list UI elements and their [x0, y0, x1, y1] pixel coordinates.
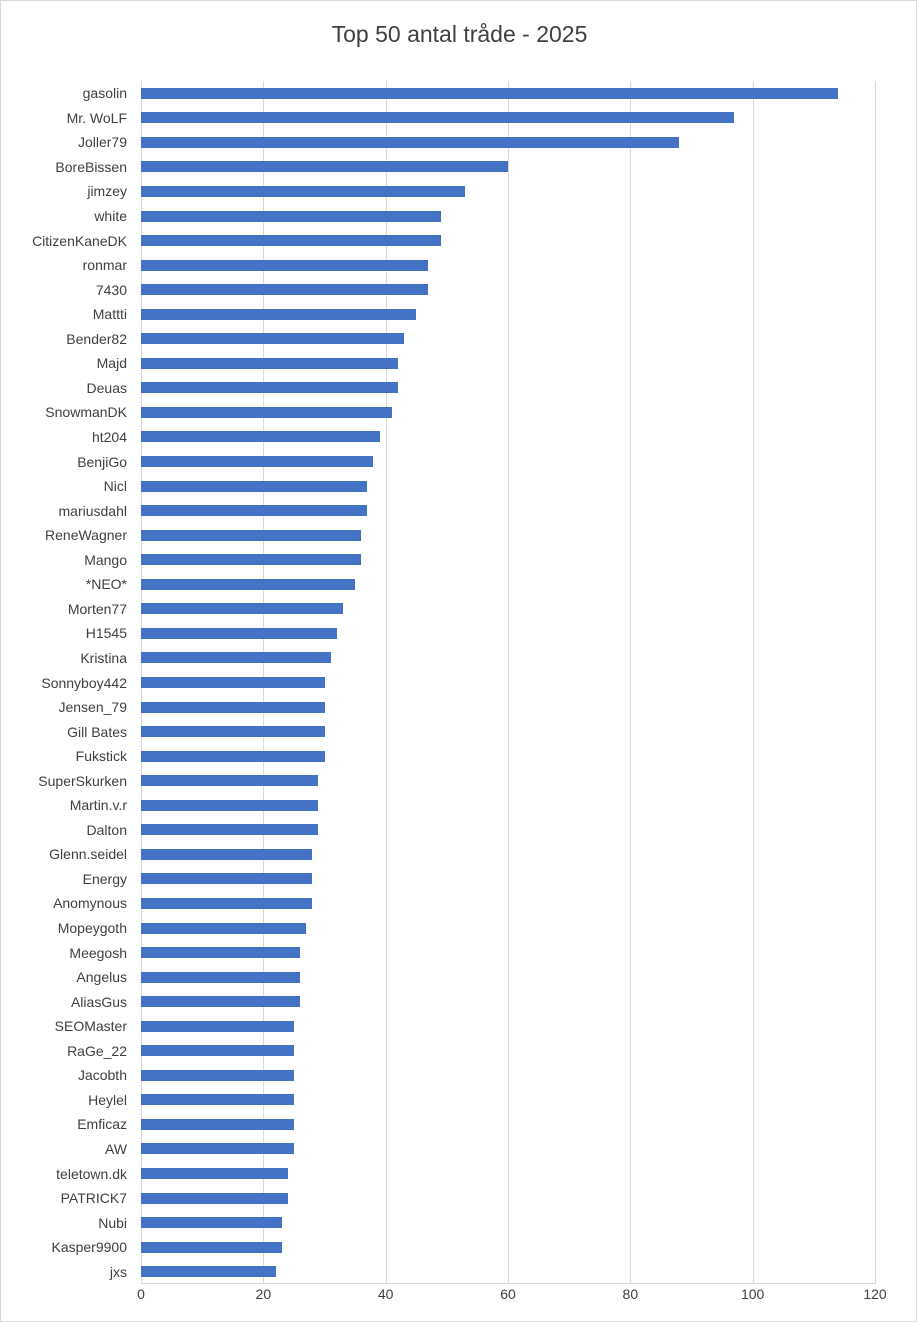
category-label: Nicl — [103, 478, 127, 495]
bar-row — [141, 1235, 875, 1260]
bar-row — [141, 1259, 875, 1284]
x-axis-tick-label: 20 — [255, 1286, 272, 1302]
category-label: Anomynous — [53, 895, 127, 912]
category-label: SuperSkurken — [38, 772, 127, 789]
bar-row — [141, 916, 875, 941]
category-label: Kristina — [80, 649, 127, 666]
bar — [141, 456, 373, 467]
bar-row — [141, 179, 875, 204]
category-label: teletown.dk — [56, 1165, 127, 1182]
category-label: 7430 — [95, 281, 127, 298]
category-label: AW — [104, 1140, 127, 1157]
x-gridline — [875, 81, 876, 1284]
bar-row — [141, 842, 875, 867]
category-label: Fukstick — [75, 748, 127, 765]
category-label: ReneWagner — [45, 527, 127, 544]
category-label: Deuas — [86, 379, 127, 396]
bar-row — [141, 351, 875, 376]
category-label: Mattti — [92, 306, 127, 323]
bar — [141, 431, 380, 442]
bar — [141, 1168, 288, 1179]
chart-title: Top 50 antal tråde - 2025 — [331, 21, 588, 47]
bar — [141, 407, 392, 418]
bar — [141, 1193, 288, 1204]
bar-row — [141, 155, 875, 180]
bar — [141, 947, 300, 958]
bar-row — [141, 253, 875, 278]
x-axis-tick-label: 40 — [377, 1286, 394, 1302]
bar-row — [141, 228, 875, 253]
bar — [141, 603, 343, 614]
category-label: CitizenKaneDK — [32, 232, 127, 249]
bar — [141, 505, 367, 516]
bar — [141, 186, 465, 197]
bar — [141, 554, 361, 565]
bar-row — [141, 891, 875, 916]
bar — [141, 1094, 294, 1105]
bar — [141, 824, 318, 835]
bar — [141, 726, 325, 737]
bar-row — [141, 768, 875, 793]
bar — [141, 1266, 276, 1277]
bar-row — [141, 1088, 875, 1113]
category-label: gasolin — [82, 85, 127, 102]
bar — [141, 382, 398, 393]
bar-row — [141, 204, 875, 229]
category-label: Mr. WoLF — [66, 109, 127, 126]
category-label: jxs — [109, 1263, 127, 1280]
category-label: ht204 — [91, 428, 127, 445]
category-label: Emficaz — [77, 1116, 127, 1133]
category-label: H1545 — [85, 625, 127, 642]
bar-row — [141, 695, 875, 720]
bar-row — [141, 1038, 875, 1063]
bar-row — [141, 302, 875, 327]
bar-row — [141, 818, 875, 843]
category-label: Dalton — [86, 821, 127, 838]
plot-area — [141, 81, 875, 1284]
bar-row — [141, 449, 875, 474]
bar — [141, 702, 325, 713]
bar — [141, 1070, 294, 1081]
x-axis-tick-label: 60 — [500, 1286, 516, 1302]
category-label: *NEO* — [85, 576, 127, 593]
bar-row — [141, 989, 875, 1014]
category-label: Joller79 — [77, 134, 127, 151]
bar-row — [141, 130, 875, 155]
bar-row — [141, 719, 875, 744]
category-label: jimzey — [87, 183, 127, 200]
bar — [141, 88, 838, 99]
category-label: Kasper9900 — [51, 1239, 127, 1256]
bar — [141, 923, 306, 934]
bar — [141, 1143, 294, 1154]
category-label: Bender82 — [66, 330, 127, 347]
category-label: ronmar — [82, 257, 127, 274]
bar-row — [141, 1137, 875, 1162]
bar-row — [141, 400, 875, 425]
bar-row — [141, 940, 875, 965]
bar — [141, 211, 441, 222]
bar-row — [141, 106, 875, 131]
bar — [141, 112, 734, 123]
bar — [141, 873, 312, 884]
bar — [141, 161, 508, 172]
bar — [141, 1021, 294, 1032]
category-label: SnowmanDK — [45, 404, 127, 421]
bar-row — [141, 646, 875, 671]
category-label: Glenn.seidel — [49, 846, 127, 863]
bar — [141, 677, 325, 688]
bar-row — [141, 81, 875, 106]
bar — [141, 358, 398, 369]
bar-row — [141, 572, 875, 597]
bar-row — [141, 1014, 875, 1039]
bar — [141, 996, 300, 1007]
y-axis-category-labels — [1, 81, 134, 1284]
bar — [141, 652, 331, 663]
bar — [141, 481, 367, 492]
category-label: Angelus — [76, 969, 127, 986]
bar-row — [141, 621, 875, 646]
category-label: Sonnyboy442 — [41, 674, 127, 691]
x-axis-tick-label: 0 — [137, 1286, 145, 1302]
category-label: AliasGus — [70, 993, 127, 1010]
bar — [141, 1045, 294, 1056]
bar-row — [141, 867, 875, 892]
category-label: Majd — [96, 355, 127, 372]
bar — [141, 972, 300, 983]
category-label: BoreBissen — [55, 158, 127, 175]
bar — [141, 751, 325, 762]
category-label: Martin.v.r — [69, 797, 127, 814]
bar — [141, 849, 312, 860]
bar-row — [141, 670, 875, 695]
bar-row — [141, 965, 875, 990]
bar-row — [141, 597, 875, 622]
category-label: Energy — [82, 870, 127, 887]
bar-row — [141, 523, 875, 548]
bar — [141, 333, 404, 344]
bar-row — [141, 425, 875, 450]
category-label: Meegosh — [69, 944, 127, 961]
bar — [141, 260, 428, 271]
category-label: SEOMaster — [54, 1018, 127, 1035]
category-label: Gill Bates — [67, 723, 127, 740]
bar — [141, 530, 361, 541]
category-label: Morten77 — [67, 600, 127, 617]
bar-row — [141, 327, 875, 352]
category-label: BenjiGo — [77, 453, 127, 470]
bar-row — [141, 1063, 875, 1088]
x-axis-tick-label: 120 — [863, 1286, 887, 1302]
bar-row — [141, 1186, 875, 1211]
bar-row — [141, 1112, 875, 1137]
x-axis-tick-labels — [137, 1286, 887, 1310]
category-label: Heylel — [88, 1091, 127, 1108]
bar-row — [141, 793, 875, 818]
bar — [141, 1217, 282, 1228]
category-label: Nubi — [98, 1214, 127, 1231]
bar — [141, 235, 441, 246]
category-label: white — [94, 208, 127, 225]
bar-row — [141, 474, 875, 499]
bar — [141, 800, 318, 811]
bar-row — [141, 1210, 875, 1235]
bar-row — [141, 277, 875, 302]
bar — [141, 284, 428, 295]
bar — [141, 579, 355, 590]
category-label: RaGe_22 — [67, 1042, 127, 1059]
bar — [141, 309, 416, 320]
x-axis-tick-label: 80 — [622, 1286, 639, 1302]
category-label: Jacobth — [77, 1067, 127, 1084]
bar — [141, 137, 679, 148]
category-label: PATRICK7 — [60, 1190, 127, 1207]
bar-row — [141, 547, 875, 572]
bar — [141, 628, 337, 639]
bar — [141, 775, 318, 786]
bar-row — [141, 498, 875, 523]
category-label: Jensen_79 — [58, 699, 127, 716]
bar — [141, 898, 312, 909]
category-label: mariusdahl — [58, 502, 127, 519]
bar-row — [141, 1161, 875, 1186]
bar — [141, 1242, 282, 1253]
bar-row — [141, 744, 875, 769]
category-label: Mango — [84, 551, 127, 568]
bar — [141, 1119, 294, 1130]
bar-row — [141, 376, 875, 401]
category-label: Mopeygoth — [57, 920, 127, 936]
x-axis-tick-label: 100 — [740, 1286, 765, 1302]
